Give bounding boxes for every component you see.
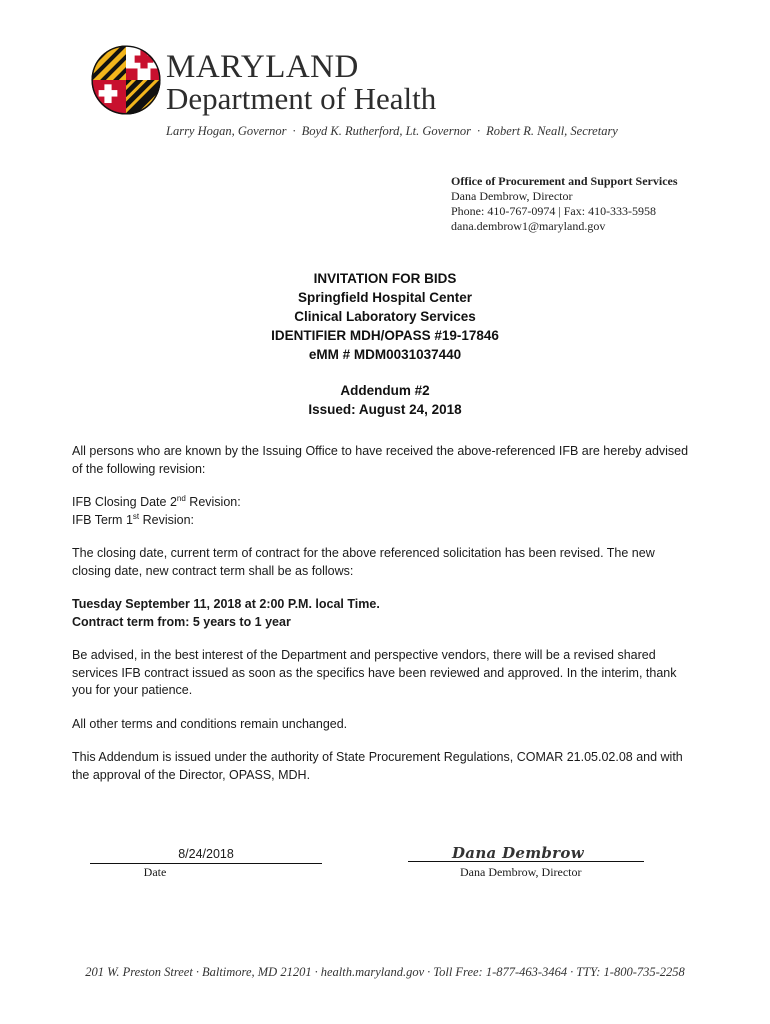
- office-phone-fax: Phone: 410-767-0974 | Fax: 410-333-5958: [451, 204, 657, 218]
- new-contract-term: Contract term from: 5 years to 1 year: [72, 614, 291, 629]
- separator: ·: [476, 124, 481, 138]
- body-text: [72, 443, 692, 800]
- signer-label: Dana Dembrow, Director: [460, 865, 582, 879]
- title-block: [0, 269, 770, 419]
- footer-tty: TTY: 1-800-735-2258: [576, 965, 685, 979]
- maryland-flag-logo-icon: [90, 44, 162, 116]
- footer-address: 201 W. Preston Street: [85, 965, 193, 979]
- footer-toll-free: Toll Free: 1-877-463-3464: [433, 965, 568, 979]
- date-value: 8/24/2018: [178, 847, 234, 861]
- org-name: MARYLAND: [166, 49, 359, 85]
- revision-term: IFB Term 1st Revision:: [72, 511, 195, 527]
- facility-name: Springfield Hospital Center: [297, 290, 473, 305]
- office-director: Dana Dembrow, Director: [451, 189, 573, 203]
- authority-paragraph: This Addendum is issued under the authority of State Procurement Regulations, COMAR 21.05.02.08 and with the approval of the Director, OPASS, MDH.: [72, 750, 683, 782]
- addendum-number: Addendum #2: [340, 383, 430, 398]
- service-name: Clinical Laboratory Services: [294, 309, 476, 324]
- footer-city: Baltimore, MD 21201: [201, 965, 312, 979]
- office-email[interactable]: dana.dembrow1@maryland.gov: [451, 219, 606, 233]
- advised-paragraph: Be advised, in the best interest of the Department and perspective vendors, there will be a revised shared services IFB contract issued as soon as the specifics have been reviewed and approved. In the interim, thank you for your patience.: [72, 648, 677, 697]
- footer: 201 W. Preston Street · Baltimore, MD 21201 · health.maryland.gov · Toll Free: 1-877-463-3464 · TTY: 1-800-735-2258: [85, 965, 685, 979]
- department-name: Department of Health: [166, 81, 437, 116]
- new-closing-date: Tuesday September 11, 2018 at 2:00 P.M. local Time.: [72, 597, 380, 611]
- unchanged-paragraph: All other terms and conditions remain unchanged.: [72, 716, 348, 731]
- date-label: Date: [143, 865, 167, 879]
- document-title: INVITATION FOR BIDS: [313, 271, 457, 286]
- issued-date: Issued: August 24, 2018: [308, 402, 462, 417]
- footer-website[interactable]: health.maryland.gov: [320, 965, 425, 979]
- separator: ·: [292, 124, 296, 138]
- office-contact-block: [451, 174, 678, 234]
- emm-number: eMM # MDM0031037440: [308, 347, 462, 362]
- director-signature-line: [408, 842, 644, 862]
- secretary: Robert R. Neall, Secretary: [486, 124, 618, 138]
- new-terms: [72, 596, 692, 631]
- officials-line: [166, 124, 618, 139]
- intro-paragraph: All persons who are known by the Issuing Office to have received the above-referenced IFB are hereby advised of the following revision:: [72, 444, 689, 476]
- office-title: Office of Procurement and Support Services: [451, 174, 678, 188]
- lt-governor: Boyd K. Rutherford, Lt. Governor: [301, 124, 471, 138]
- governor: Larry Hogan, Governor: [166, 124, 287, 138]
- revision-closing-date: IFB Closing Date 2nd Revision:: [72, 493, 241, 509]
- identifier: IDENTIFIER MDH/OPASS #19-17846: [271, 328, 499, 343]
- date-signature-line: [90, 846, 322, 864]
- handwritten-signature: Dana Dembrow: [452, 844, 584, 862]
- revised-statement: The closing date, current term of contract for the above referenced solicitation has been revised. The new closing date, new contract term shall be as follows:: [72, 546, 655, 578]
